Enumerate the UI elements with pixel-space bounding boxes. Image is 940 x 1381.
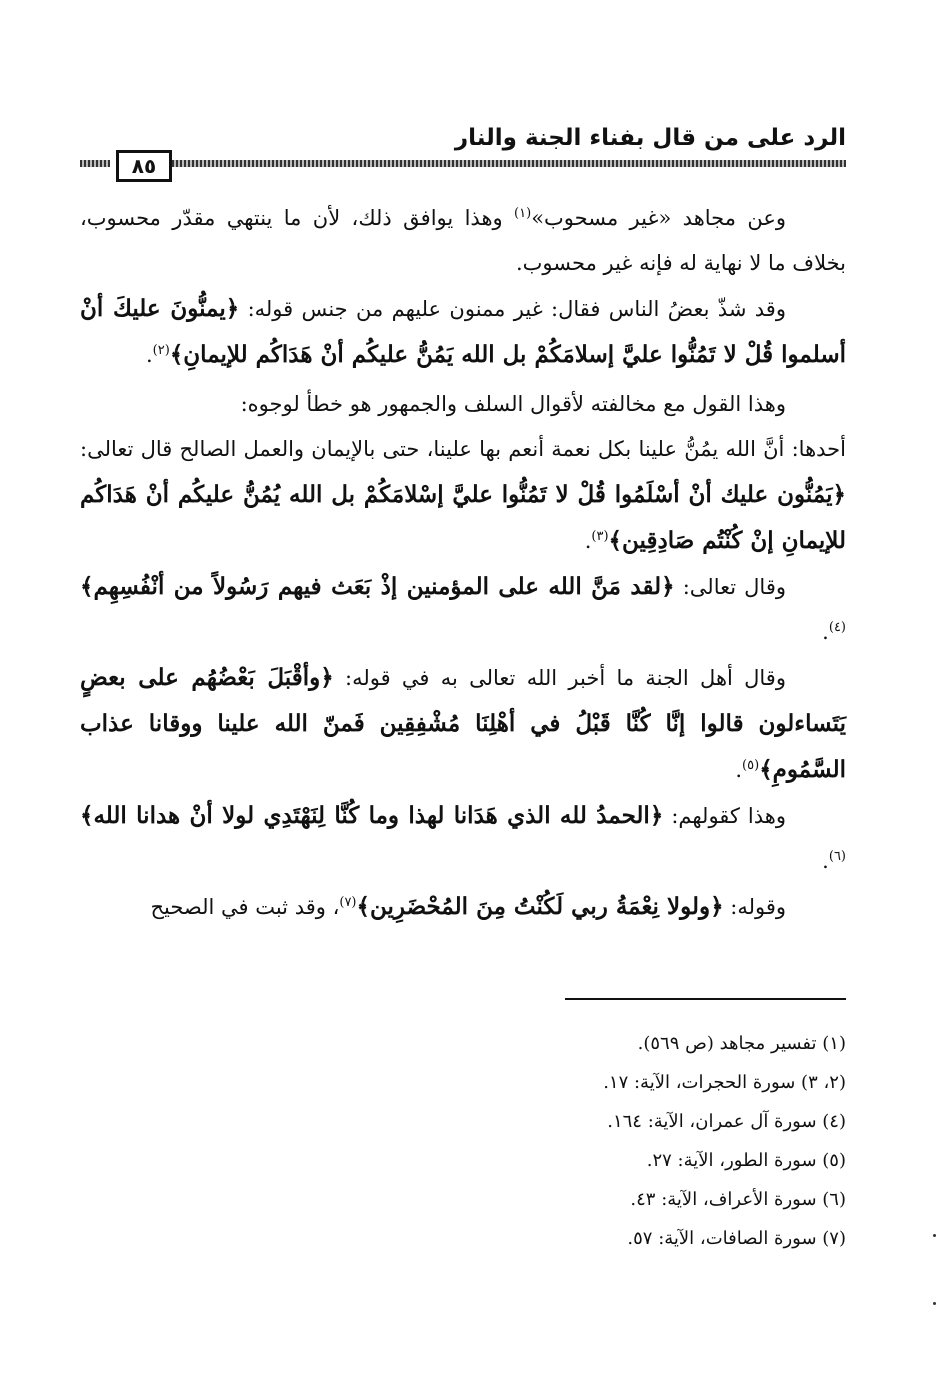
text-run: .: [584, 529, 592, 553]
paragraph-6: [80, 655, 846, 793]
footnotes: [346, 1024, 846, 1258]
footnote-ref: (٦): [828, 849, 846, 864]
text-run: وقال تعالى:: [674, 575, 787, 599]
footnote-6: (٦) سورة الأعراف، الآية: ٤٣.: [630, 1189, 846, 1210]
footnote-separator: [565, 998, 846, 1000]
footnote-4: (٤) سورة آل عمران، الآية: ١٦٤.: [607, 1111, 846, 1132]
main-text: [80, 196, 846, 930]
text-run: .: [735, 758, 743, 782]
paragraph-1: [80, 196, 846, 286]
text-run: .: [822, 849, 829, 873]
running-title: الرد على من قال بفناء الجنة والنار: [454, 125, 846, 151]
text-run: وقوله:: [723, 895, 786, 919]
paragraph-2: [80, 286, 846, 378]
quran-quote: ﴿ولولا نِعْمَةُ ربي لَكُنْتُ مِنَ المُحْضَرِين﴾: [356, 893, 724, 920]
text-run: وعن مجاهد «غير مسحوب»: [531, 206, 787, 230]
page-number: ٨٥: [116, 150, 172, 182]
text-run: وقال أهل الجنة ما أخبر الله تعالى به في قوله:: [333, 666, 786, 690]
footnote-ref: (٢): [152, 343, 170, 358]
paragraph-8: [80, 884, 846, 930]
footnote-ref: (٣): [591, 529, 609, 544]
scan-speck: [933, 1302, 936, 1305]
paragraph-5: [80, 564, 846, 655]
footnote-2-3: (٢، ٣) سورة الحجرات، الآية: ١٧.: [603, 1072, 846, 1093]
text-run: وهذا كقولهم:: [663, 804, 786, 828]
header-rule: [80, 154, 846, 178]
quran-quote: ﴿وأقْبَلَ بَعْضُهُم على بعضٍ يَتَساءلون قالوا إنَّا كُنَّا قَبْلُ في أهْلِنَا مُشْفِقِين فَمنّ الله علينا ووقانا عذاب السَّمُومِ﴾: [80, 664, 846, 783]
paragraph-7: [80, 793, 846, 884]
quran-quote: ﴿لقد مَنَّ الله على المؤمنين إذْ بَعَث فيهم رَسُولاً من أنْفُسِهِم﴾: [80, 573, 675, 600]
scan-speck: [933, 1234, 936, 1237]
footnote-5: (٥) سورة الطور، الآية: ٢٧.: [646, 1150, 846, 1171]
quran-quote: ﴿يمنُّونَ عليكَ أنْ أسلموا قُلْ لا تَمُنُّوا عليَّ إسلامَكُمْ بل الله يَمُنُّ عليكُم أنْ هَدَاكُم للإيمانِ﴾: [80, 295, 846, 368]
footnote-7: (٧) سورة الصافات، الآية: ٥٧.: [627, 1228, 846, 1249]
footnote-ref: (١): [514, 206, 532, 221]
text-run: أحدها: أنَّ الله يمُنُّ علينا بكل نعمة أنعم بها علينا، حتى بالإيمان والعمل الصالح قال تعالى:: [80, 437, 846, 461]
page-header: [80, 122, 846, 154]
footnote-ref: (٤): [828, 620, 846, 635]
text-run: وهذا يوافق ذلك، لأن ما ينتهي مقدّر محسوب، بخلاف ما لا نهاية له فإنه غير محسوب.: [80, 206, 846, 275]
footnote-ref: (٥): [742, 758, 760, 773]
paragraph-3: وهذا القول مع مخالفته لأقوال السلف والجمهور هو خطأ لوجوه:: [240, 392, 786, 416]
text-run: وقد شذّ بعضُ الناس فقال: غير ممنون عليهم من جنس قوله:: [239, 297, 786, 321]
header-rule-left: [80, 160, 110, 167]
paragraph-4: [80, 427, 846, 564]
quran-quote: ﴿يَمُنُّون عليك أنْ أسْلَمُوا قُلْ لا تَمُنُّوا عليَّ إسْلامَكُمْ بل الله يُمُنُّ عليكُم أنْ هَدَاكُم للإيمانِ إنْ كُنْتُم صَادِقِين﴾: [80, 481, 846, 554]
footnote-1: (١) تفسير مجاهد (ص ٥٦٩).: [637, 1033, 846, 1054]
text-run: ، وقد ثبت في الصحيح: [150, 895, 340, 919]
quran-quote: ﴿الحمدُ لله الذي هَدَانا لهذا وما كُنَّا لِنَهْتَدِي لولا أنْ هدانا الله﴾: [80, 802, 664, 829]
footnote-ref: (٧): [339, 895, 357, 910]
header-rule-right: [172, 160, 846, 167]
text-run: .: [145, 343, 153, 367]
text-run: .: [822, 620, 829, 644]
